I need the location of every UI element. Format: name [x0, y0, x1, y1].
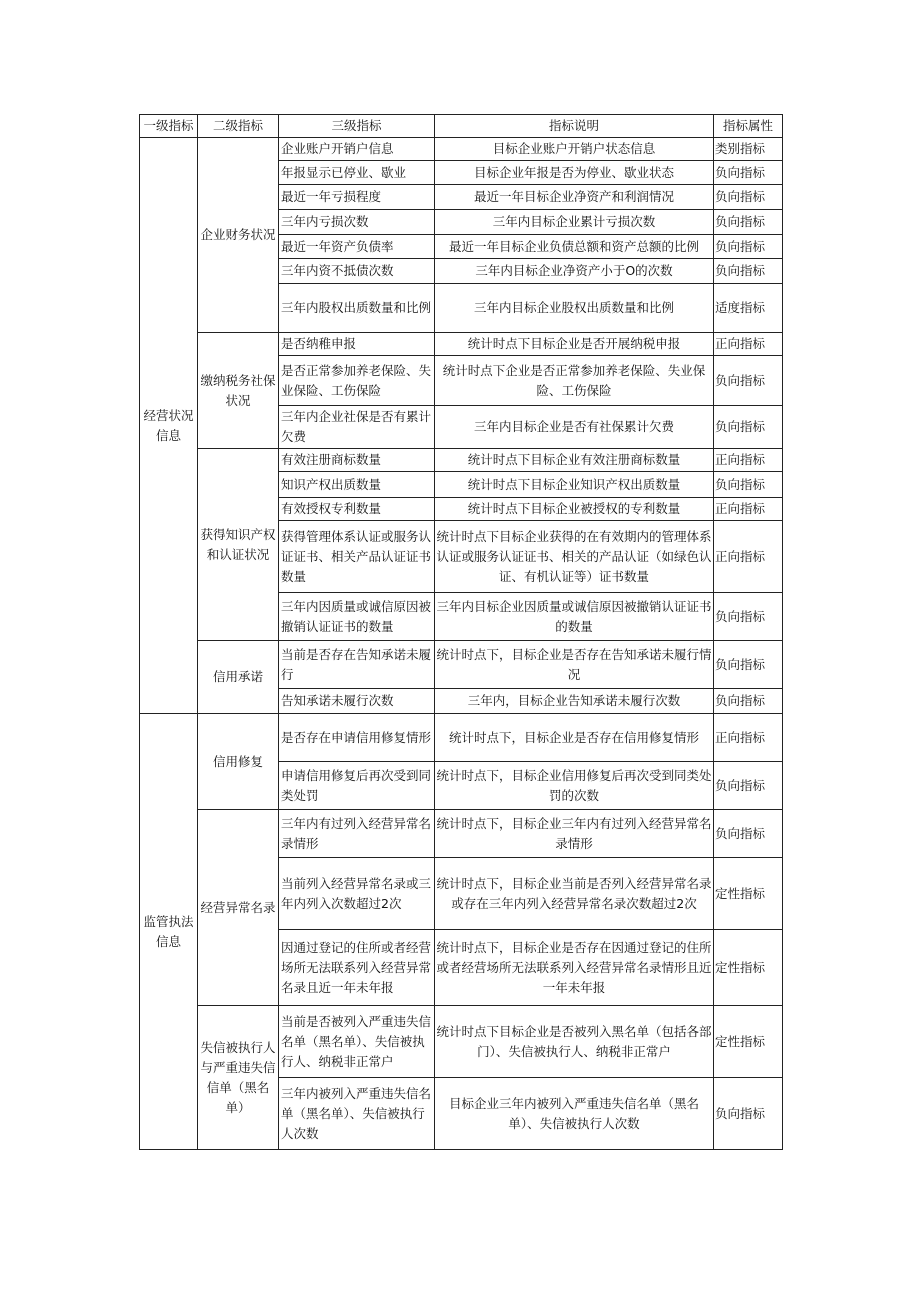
description-cell: 三年内目标企业净资产小于O的次数 [435, 259, 714, 284]
level1-cell: 经营状况信息 [140, 138, 198, 714]
level3-cell: 申请信用修复后再次受到同类处罚 [279, 762, 435, 810]
table-row [140, 138, 783, 161]
description-cell: 目标企业账户开销户状态信息 [435, 138, 714, 161]
level3-cell: 有效注册商标数量 [279, 449, 435, 472]
attribute-cell: 负向指标 [714, 185, 783, 210]
description-cell: 统计时点下目标企业有效注册商标数量 [435, 449, 714, 472]
attribute-cell: 负向指标 [714, 472, 783, 498]
table-row [140, 1006, 783, 1078]
level3-cell: 最近一年资产负债率 [279, 235, 435, 259]
level2-cell: 信用承诺 [198, 641, 279, 714]
description-cell: 最近一年目标企业净资产和利润情况 [435, 185, 714, 210]
attribute-cell: 正向指标 [714, 521, 783, 593]
level3-cell: 因通过登记的住所或者经营场所无法联系列入经营异常名录且近一年未年报 [279, 930, 435, 1006]
level3-cell: 是否正常参加养老保险、失业保险、工伤保险 [279, 356, 435, 406]
attribute-cell: 负向指标 [714, 259, 783, 284]
level3-cell: 最近一年亏损程度 [279, 185, 435, 210]
attribute-cell: 负向指标 [714, 210, 783, 235]
level3-cell: 三年内股权出质数量和比例 [279, 284, 435, 333]
attribute-cell: 负向指标 [714, 593, 783, 641]
description-cell: 三年内目标企业因质量或诚信原因被撤销认证证书的数量 [435, 593, 714, 641]
attribute-cell: 定性指标 [714, 930, 783, 1006]
attribute-cell: 负向指标 [714, 356, 783, 406]
description-cell: 统计时点下，目标企业是否存在因通过登记的住所或者经营场所无法联系列入经营异常名录情形且近一年未年报 [435, 930, 714, 1006]
description-cell: 统计时点下，目标企业当前是否列入经营异常名录或存在三年内列入经营异常名录次数超过2次 [435, 858, 714, 930]
level2-cell: 缴纳税务社保状况 [198, 333, 279, 449]
level3-cell: 三年内被列入严重违失信名单（黑名单）、失信被执行人次数 [279, 1078, 435, 1150]
table-row [140, 641, 783, 689]
level2-cell: 企业财务状况 [198, 138, 279, 333]
attribute-cell: 正向指标 [714, 498, 783, 521]
description-cell: 三年内目标企业股权出质数量和比例 [435, 284, 714, 333]
description-cell: 三年内目标企业是否有社保累计欠费 [435, 406, 714, 449]
table-row [140, 714, 783, 762]
level2-cell: 信用修复 [198, 714, 279, 810]
level2-cell: 获得知识产权和认证状况 [198, 449, 279, 641]
level3-cell: 告知承诺未履行次数 [279, 689, 435, 714]
attribute-cell: 负向指标 [714, 762, 783, 810]
description-cell: 统计时点下，目标企业是否存在信用修复情形 [435, 714, 714, 762]
attribute-cell: 负向指标 [714, 689, 783, 714]
level3-cell: 有效授权专利数量 [279, 498, 435, 521]
attribute-cell: 负向指标 [714, 161, 783, 185]
attribute-cell: 负向指标 [714, 235, 783, 259]
description-cell: 最近一年目标企业负债总额和资产总额的比例 [435, 235, 714, 259]
level3-cell: 三年内资不抵债次数 [279, 259, 435, 284]
description-cell: 三年内目标企业累计亏损次数 [435, 210, 714, 235]
description-cell: 统计时点下目标企业是否开展纳税申报 [435, 333, 714, 356]
description-cell: 统计时点下，目标企业是否存在告知承诺未履行情况 [435, 641, 714, 689]
level3-cell: 三年内因质量或诚信原因被撤销认证证书的数量 [279, 593, 435, 641]
description-cell: 目标企业年报是否为停业、歇业状态 [435, 161, 714, 185]
header-description: 指标说明 [435, 115, 714, 138]
attribute-cell: 类别指标 [714, 138, 783, 161]
level2-cell: 经营异常名录 [198, 810, 279, 1006]
attribute-cell: 正向指标 [714, 333, 783, 356]
attribute-cell: 定性指标 [714, 858, 783, 930]
description-cell: 三年内，目标企业告知承诺未履行次数 [435, 689, 714, 714]
description-cell: 统计时点下目标企业是否被列入黑名单（包括各部门）、失信被执行人、纳税非正常户 [435, 1006, 714, 1078]
attribute-cell: 适度指标 [714, 284, 783, 333]
header-level3: 三级指标 [279, 115, 435, 138]
level3-cell: 当前是否存在告知承诺未履行 [279, 641, 435, 689]
level3-cell: 三年内有过列入经营异常名录情形 [279, 810, 435, 858]
table-header [140, 115, 783, 138]
header-level1: 一级指标 [140, 115, 198, 138]
level3-cell: 三年内亏损次数 [279, 210, 435, 235]
level3-cell: 年报显示已停业、歇业 [279, 161, 435, 185]
header-level2: 二级指标 [198, 115, 279, 138]
level3-cell: 是否存在申请信用修复情形 [279, 714, 435, 762]
description-cell: 统计时点下企业是否正常参加养老保险、失业保险、工伤保险 [435, 356, 714, 406]
level3-cell: 是否纳稚申报 [279, 333, 435, 356]
description-cell: 目标企业三年内被列入严重违失信名单（黑名单）、失信被执行人次数 [435, 1078, 714, 1150]
table-body [140, 138, 783, 1150]
level1-cell: 监管执法信息 [140, 714, 198, 1150]
level2-cell: 失信被执行人与严重违失信信单（黑名单） [198, 1006, 279, 1150]
attribute-cell: 负向指标 [714, 1078, 783, 1150]
level3-cell: 三年内企业社保是否有累计欠费 [279, 406, 435, 449]
description-cell: 统计时点下，目标企业信用修复后再次受到同类处罚的次数 [435, 762, 714, 810]
attribute-cell: 负向指标 [714, 406, 783, 449]
table-row [140, 333, 783, 356]
attribute-cell: 负向指标 [714, 641, 783, 689]
level3-cell: 当前列入经营异常名录或三年内列入次数超过2次 [279, 858, 435, 930]
level3-cell: 获得管理体系认证或服务认证证书、相关产品认证证书数量 [279, 521, 435, 593]
attribute-cell: 定性指标 [714, 1006, 783, 1078]
table-row [140, 449, 783, 472]
description-cell: 统计时点下目标企业知识产权出质数量 [435, 472, 714, 498]
description-cell: 统计时点下目标企业被授权的专利数量 [435, 498, 714, 521]
attribute-cell: 负向指标 [714, 810, 783, 858]
attribute-cell: 正向指标 [714, 449, 783, 472]
level3-cell: 企业账户开销户信息 [279, 138, 435, 161]
level3-cell: 当前是否被列入严重违失信名单（黑名单）、失信被执行人、纳税非正常户 [279, 1006, 435, 1078]
header-attribute: 指标属性 [714, 115, 783, 138]
description-cell: 统计时点下目标企业获得的在有效期内的管理体系认证或服务认证证书、相关的产品认证（如绿色认证、有机认证等）证书数量 [435, 521, 714, 593]
description-cell: 统计时点下，目标企业三年内有过列入经营异常名录情形 [435, 810, 714, 858]
header-row [140, 115, 783, 138]
attribute-cell: 正向指标 [714, 714, 783, 762]
level3-cell: 知识产权出质数量 [279, 472, 435, 498]
table-row [140, 810, 783, 858]
indicator-table [139, 114, 783, 1150]
